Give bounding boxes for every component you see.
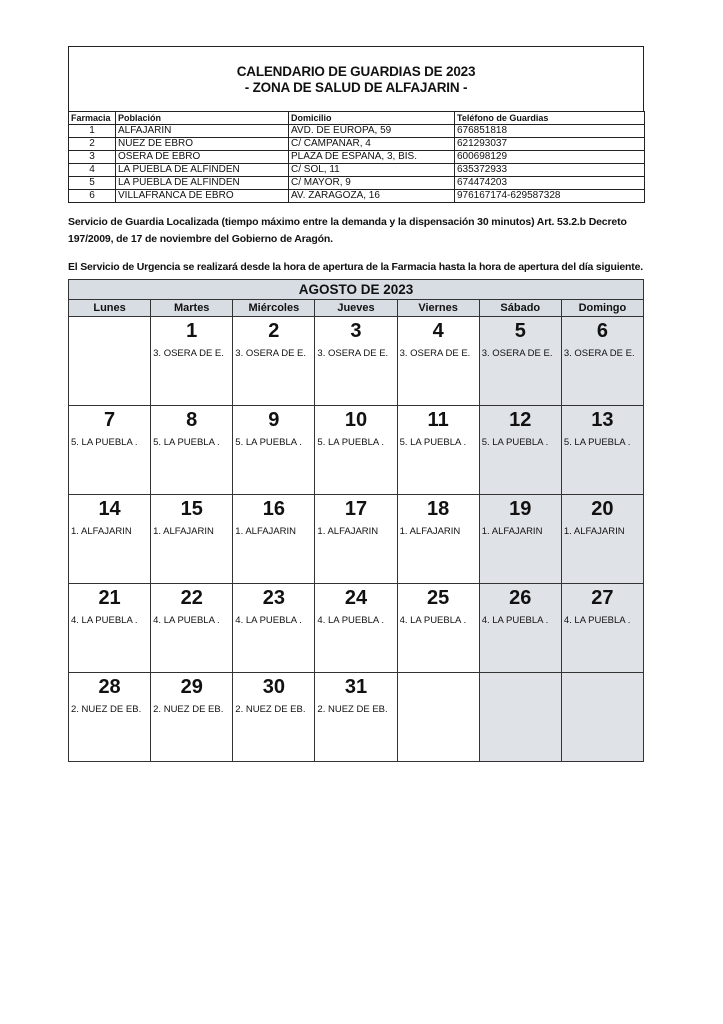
duty-pharmacy: 4. LA PUEBLA . (235, 615, 302, 626)
calendar-day (398, 673, 480, 761)
calendar-day-weekend (562, 406, 643, 494)
day-number: 29 (180, 676, 203, 698)
duty-pharmacy: 4. LA PUEBLA . (71, 615, 138, 626)
calendar-day (151, 495, 233, 583)
calendar-grid (69, 317, 643, 761)
day-number: 5 (514, 320, 526, 342)
pharmacy-number: 5 (69, 177, 116, 190)
duty-pharmacy: 3. OSERA DE E. (235, 348, 307, 359)
header-domicilio: Domicilio (289, 112, 455, 125)
duty-pharmacy: 4. LA PUEBLA . (317, 615, 384, 626)
pharmacy-row (69, 151, 645, 164)
day-number: 9 (268, 409, 280, 431)
calendar-day (233, 673, 315, 761)
day-number: 10 (344, 409, 368, 431)
note-guardia-localizada: Servicio de Guardia Localizada (tiempo máximo entre la demanda y la dispensación 30 minutos) Art. 53.2.b Decreto 197/2009, de 17 de noviembre del Gobierno de Aragón. (68, 216, 627, 245)
weekday-label: Martes (151, 300, 233, 316)
document-subtitle: - ZONA DE SALUD DE ALFAJARIN - (244, 80, 468, 95)
pharmacy-phone: 600698129 (455, 151, 645, 164)
calendar-day-weekend (562, 584, 643, 672)
duty-pharmacy: 3. OSERA DE E. (317, 348, 389, 359)
calendar-day (233, 495, 315, 583)
calendar-day (233, 406, 315, 494)
calendar-day (398, 495, 480, 583)
day-number: 7 (104, 409, 116, 431)
day-number: 19 (509, 498, 532, 520)
calendar (68, 279, 644, 762)
pharmacy-phone: 635372933 (455, 164, 645, 177)
calendar-day-weekend (562, 495, 643, 583)
calendar-day (69, 317, 151, 405)
calendar-week (69, 317, 643, 406)
calendar-week (69, 673, 643, 761)
calendar-month-title: AGOSTO DE 2023 (69, 280, 643, 300)
pharmacy-town: ALFAJARIN (116, 125, 289, 138)
pharmacy-phone: 676851818 (455, 125, 645, 138)
day-number: 16 (262, 498, 285, 520)
day-number: 20 (591, 498, 614, 520)
calendar-day (151, 673, 233, 761)
day-number: 28 (98, 676, 121, 698)
weekday-label: Jueves (315, 300, 397, 316)
weekday-label: Lunes (69, 300, 151, 316)
duty-pharmacy: 1. ALFAJARIN (481, 526, 543, 537)
pharmacy-address: C/ MAYOR, 9 (289, 177, 455, 190)
day-number: 8 (186, 409, 198, 431)
calendar-day-weekend (480, 406, 562, 494)
day-number: 1 (186, 320, 198, 342)
pharmacy-table (68, 111, 645, 203)
duty-pharmacy: 4. LA PUEBLA . (481, 615, 549, 626)
pharmacy-row (69, 177, 645, 190)
day-number: 18 (427, 498, 450, 520)
day-number: 14 (98, 498, 121, 520)
duty-pharmacy: 3. OSERA DE E. (481, 348, 553, 359)
calendar-week (69, 406, 643, 495)
duty-pharmacy: 1. ALFAJARIN (317, 526, 379, 537)
calendar-day (315, 495, 397, 583)
day-number: 24 (344, 587, 368, 609)
calendar-day-weekend (562, 673, 643, 761)
duty-pharmacy: 5. LA PUEBLA . (399, 437, 467, 448)
day-number: 26 (509, 587, 532, 609)
calendar-day (69, 673, 151, 761)
calendar-week (69, 495, 643, 584)
document-title: CALENDARIO DE GUARDIAS DE 2023 (236, 64, 476, 79)
duty-pharmacy: 5. LA PUEBLA . (71, 437, 138, 448)
pharmacy-number: 2 (69, 138, 116, 151)
day-number: 2 (268, 320, 280, 342)
day-number: 11 (427, 409, 449, 431)
calendar-day-weekend (562, 317, 643, 405)
duty-pharmacy: 4. LA PUEBLA . (563, 615, 631, 626)
day-number: 13 (591, 409, 614, 431)
calendar-day (315, 584, 397, 672)
day-number: 23 (262, 587, 285, 609)
calendar-day (151, 406, 233, 494)
pharmacy-row (69, 125, 645, 138)
pharmacy-town: NUEZ DE EBRO (116, 138, 289, 151)
pharmacy-address: C/ SOL, 11 (289, 164, 455, 177)
duty-pharmacy: 2. NUEZ DE EB. (235, 704, 306, 715)
calendar-day (233, 584, 315, 672)
pharmacy-phone: 976167174-629587328 (455, 190, 645, 203)
weekday-label: Domingo (562, 300, 643, 316)
calendar-day (315, 406, 397, 494)
day-number: 15 (180, 498, 203, 520)
day-number: 6 (596, 320, 608, 342)
duty-pharmacy: 5. LA PUEBLA . (481, 437, 549, 448)
day-number: 17 (344, 498, 368, 520)
pharmacy-number: 4 (69, 164, 116, 177)
calendar-day (69, 406, 151, 494)
pharmacy-address: AV. ZARAGOZA, 16 (289, 190, 455, 203)
duty-pharmacy: 3. OSERA DE E. (563, 348, 635, 359)
duty-pharmacy: 5. LA PUEBLA . (235, 437, 302, 448)
pharmacy-row (69, 164, 645, 177)
duty-pharmacy: 5. LA PUEBLA . (153, 437, 220, 448)
calendar-day-weekend (480, 673, 562, 761)
pharmacy-phone: 621293037 (455, 138, 645, 151)
duty-pharmacy: 4. LA PUEBLA . (399, 615, 467, 626)
pharmacy-town: VILLAFRANCA DE EBRO (116, 190, 289, 203)
calendar-day (315, 673, 397, 761)
duty-pharmacy: 1. ALFAJARIN (153, 526, 214, 537)
header-telefono: Teléfono de Guardias (455, 112, 645, 125)
title-frame (68, 46, 644, 112)
duty-pharmacy: 1. ALFAJARIN (235, 526, 297, 537)
duty-pharmacy: 2. NUEZ DE EB. (317, 704, 388, 715)
calendar-day (151, 317, 233, 405)
duty-pharmacy: 3. OSERA DE E. (399, 348, 471, 359)
day-number: 31 (344, 676, 368, 698)
day-number: 4 (432, 320, 444, 342)
duty-pharmacy: 5. LA PUEBLA . (317, 437, 384, 448)
pharmacy-number: 6 (69, 190, 116, 203)
duty-pharmacy: 5. LA PUEBLA . (563, 437, 631, 448)
pharmacy-table-header (69, 112, 645, 125)
pharmacy-number: 1 (69, 125, 116, 138)
header-poblacion: Población (116, 112, 289, 125)
day-number: 22 (180, 587, 203, 609)
header-farmacia: Farmacia (69, 112, 116, 125)
calendar-day (151, 584, 233, 672)
duty-pharmacy: 4. LA PUEBLA . (153, 615, 220, 626)
calendar-day (398, 584, 480, 672)
calendar-day (398, 317, 480, 405)
calendar-day-weekend (480, 584, 562, 672)
duty-pharmacy: 2. NUEZ DE EB. (71, 704, 142, 715)
pharmacy-row (69, 138, 645, 151)
pharmacy-address: PLAZA DE ESPAÑA, 3, BIS. (289, 151, 455, 164)
day-number: 3 (350, 320, 362, 342)
calendar-day (398, 406, 480, 494)
pharmacy-phone: 674474203 (455, 177, 645, 190)
day-number: 27 (591, 587, 614, 609)
calendar-day-weekend (480, 317, 562, 405)
duty-pharmacy: 1. ALFAJARIN (563, 526, 625, 537)
pharmacy-town: OSERA DE EBRO (116, 151, 289, 164)
calendar-weekday-header (69, 300, 643, 317)
weekday-label: Viernes (398, 300, 480, 316)
calendar-day (69, 584, 151, 672)
pharmacy-address: AVD. DE EUROPA, 59 (289, 125, 455, 138)
weekday-label: Sábado (480, 300, 562, 316)
pharmacy-town: LA PUEBLA DE ALFINDEN (116, 164, 289, 177)
calendar-day (233, 317, 315, 405)
duty-pharmacy: 1. ALFAJARIN (71, 526, 132, 537)
note-servicio-urgencia: El Servicio de Urgencia se realizará desde la hora de apertura de la Farmacia hasta la hora de apertura del día siguiente. (68, 261, 643, 273)
day-number: 30 (262, 676, 285, 698)
day-number: 21 (98, 587, 121, 609)
day-number: 25 (427, 587, 450, 609)
pharmacy-town: LA PUEBLA DE ALFINDEN (116, 177, 289, 190)
duty-pharmacy: 1. ALFAJARIN (399, 526, 461, 537)
pharmacy-row (69, 190, 645, 203)
pharmacy-address: C/ CAMPANAR, 4 (289, 138, 455, 151)
calendar-week (69, 584, 643, 673)
duty-pharmacy: 3. OSERA DE E. (153, 348, 224, 359)
calendar-day-weekend (480, 495, 562, 583)
day-number: 12 (509, 409, 532, 431)
pharmacy-number: 3 (69, 151, 116, 164)
calendar-day (69, 495, 151, 583)
calendar-day (315, 317, 397, 405)
duty-pharmacy: 2. NUEZ DE EB. (153, 704, 224, 715)
weekday-label: Miércoles (233, 300, 315, 316)
